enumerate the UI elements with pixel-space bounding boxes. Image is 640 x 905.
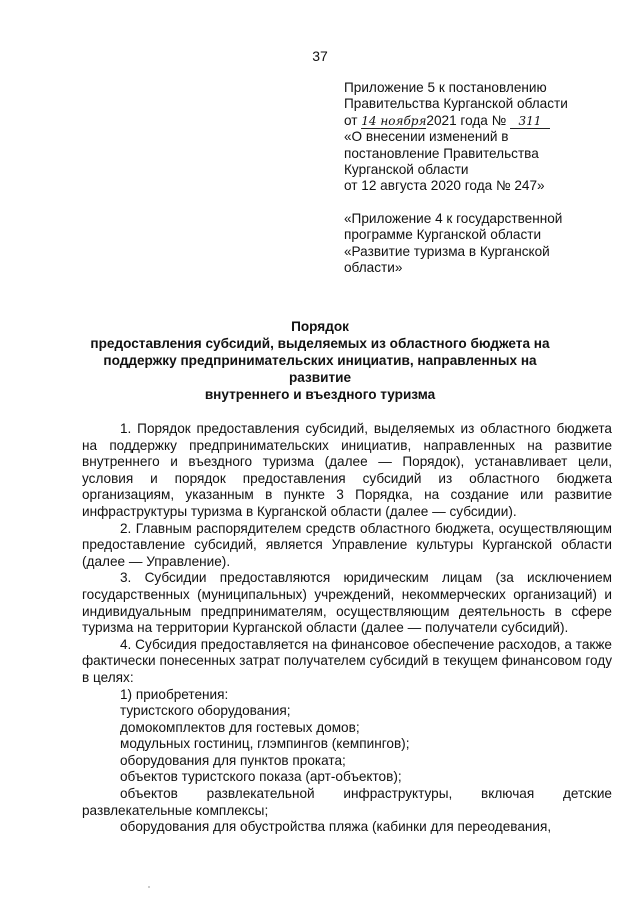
list-item: оборудования для обустройства пляжа (кабинки для переодевания, [120,819,552,835]
attachment-line: «Приложение 4 к государственной [344,210,563,226]
paragraph: 4. Субсидия предоставляется на финансовое обеспечение расходов, а также фактически понесенных затрат получателем субсидий в текущем финансовом году в целях: [82,636,612,685]
title-line: Порядок [291,319,349,334]
list-item: объектов туристского показа (арт-объектов); [120,769,402,785]
attachment-line: «Развитие туризма в Курганской [344,243,550,259]
paragraph: 2. Главным распорядителем средств областного бюджета, осуществляющим предоставление субсидий, является Управление культуры Курганской области (далее — Управление). [82,520,612,569]
page-number: 37 [312,48,328,64]
document-body [82,421,612,836]
list-item: оборудования для пунктов проката; [120,752,346,768]
handwritten-number: 311 [510,115,550,129]
attachment-line: Курганской области [344,162,469,178]
attachment-date-prefix: от [344,112,358,128]
title-line: предоставления субсидий, выделяемых из областного бюджета на [90,336,550,351]
attachment-line: постановление Правительства [344,145,539,161]
title-line: внутреннего и въездного туризма [204,387,436,402]
attachment-date-line [344,113,614,129]
paragraph: 1. Порядок предоставления субсидий, выделяемых из областного бюджета на поддержку предпринимательских инициатив, направленных на развитие внутреннего и въездного туризма (далее — Порядок), устанавливает цели, условия и порядок предоставления субсидий из областного бюджета организациям, указанным в пункте 3 Порядка, на создание или развитие инфраструктуры туризма в Курганской области (далее — субсидии). [82,421,612,519]
list-item: домокомплектов для гостевых домов; [120,719,360,735]
document-title [80,318,560,403]
attachment-line: области» [344,260,403,276]
list-item: модульных гостиниц, глэмпингов (кемпингов); [120,736,410,752]
attachment-line: Правительства Курганской области [344,96,568,112]
attachment-header [344,80,614,276]
list-item: 1) приобретения: [120,686,229,702]
list-item: туристского оборудования; [120,703,291,719]
attachment-line: от 12 августа 2020 года № 247» [344,178,545,194]
attachment-date-middle: 2021 года № [426,112,507,128]
attachment-line: Приложение 5 к постановлению [344,80,547,95]
attachment-line: программе Курганской области [344,227,542,243]
paragraph: 3. Субсидии предоставляются юридическим лицам (за исключением государственных (муниципальных) учреждений, некоммерческих организаций) и индивидуальным предпринимателям, осуществляющим деятельность в сфере туризма на территории Курганской области (далее — получатели субсидий). [82,570,612,636]
attachment-line: «О внесении изменений в [344,129,509,145]
spacer [344,195,614,211]
handwritten-date: 14 ноября [361,113,427,128]
scan-speck [148,886,150,888]
title-line: поддержку предпринимательских инициатив, направленных на развитие [103,353,537,385]
list-item: объектов развлекательной инфраструктуры, включая детские развлекательные комплексы; [82,786,612,818]
